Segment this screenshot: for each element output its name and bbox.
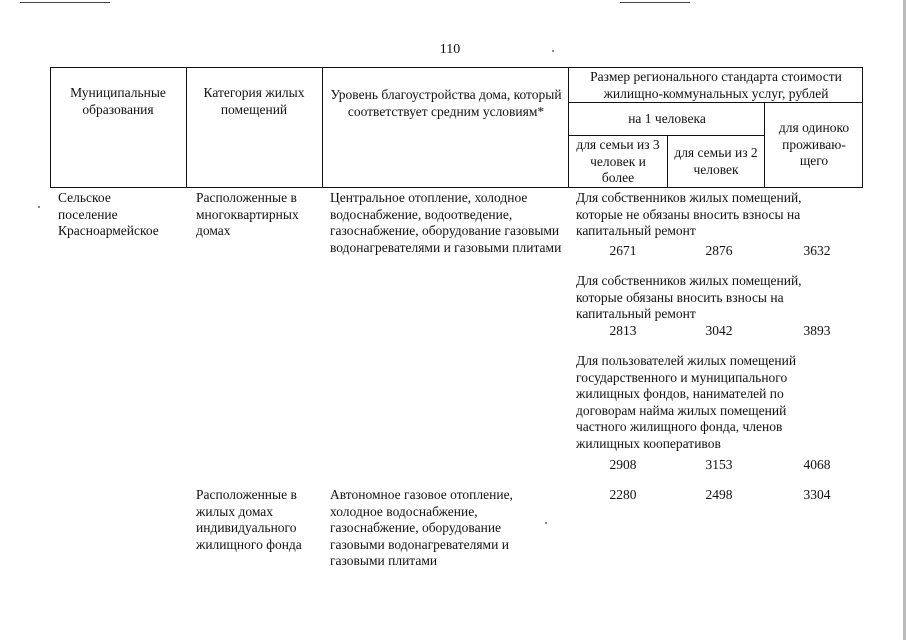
row-1-group-3-label: Для пользователей жилых помещений государственного и муниципального жилищных фондов, нанимателей по договорам найма жилых помещений частного жилищного фонда, членов жилищных кооперативов (576, 353, 797, 451)
row-2-amenity: Автономное газовое отопление, холодное водоснабжение, газоснабжение, оборудование газовыми водонагревателями и газовыми плитами (330, 487, 513, 568)
header-municipality: Муниципальные образования (70, 85, 166, 117)
row-1-category: Расположенные в многоквартирных домах (196, 190, 299, 238)
row-1-group-1-single: 3632 (803, 243, 831, 258)
municipality-name: Сельское поселение Красноармейское (58, 190, 159, 238)
header-amenity: Уровень благоустройства дома, который соответствует средним условиям* (330, 87, 562, 119)
row-1-group-3-family3: 2908 (609, 457, 637, 472)
scan-speck (38, 206, 40, 208)
row-1-group-3-single: 4068 (803, 457, 831, 472)
row-1-group-1-label: Для собственников жилых помещений, которые не обязаны вносить взносы на капитальный ремонт (576, 190, 802, 238)
row-2-family3: 2280 (609, 487, 637, 502)
scan-artifact (620, 2, 690, 3)
row-1-group-3-family2: 3153 (705, 457, 733, 472)
scan-speck (552, 50, 554, 52)
page-number: 110 (439, 42, 461, 57)
row-1-group-2-label: Для собственников жилых помещений, которые обязаны вносить взносы на капитальный ремонт (576, 273, 802, 321)
row-1-group-1-family2: 2876 (705, 243, 733, 258)
header-family-3: для семьи из 3 человек и более (576, 137, 660, 185)
row-1-group-2-family2: 3042 (705, 323, 733, 338)
row-1-group-2-family3: 2813 (609, 323, 637, 338)
row-1-group-2-single: 3893 (803, 323, 831, 338)
row-2-single: 3304 (803, 487, 831, 502)
row-1-amenity: Центральное отопление, холодное водоснабжение, водоотведение, газоснабжение, оборудование газовыми водонагревателями и газовыми плитами (330, 190, 562, 255)
row-2-category: Расположенные в жилых домах индивидуального жилищного фонда (196, 487, 302, 552)
header-per-person: на 1 человека (628, 111, 706, 126)
header-category: Категория жилых помещений (203, 85, 305, 117)
header-single: для одиноко проживаю-щего (778, 120, 850, 168)
scan-artifact (20, 2, 110, 3)
header-standard: Размер регионального стандарта стоимости жилищно-коммунальных услуг, рублей (590, 69, 842, 101)
row-2-family2: 2498 (705, 487, 733, 502)
scan-speck (545, 522, 547, 524)
header-family-2: для семьи из 2 человек (674, 145, 758, 177)
row-1-group-1-family3: 2671 (609, 243, 637, 258)
